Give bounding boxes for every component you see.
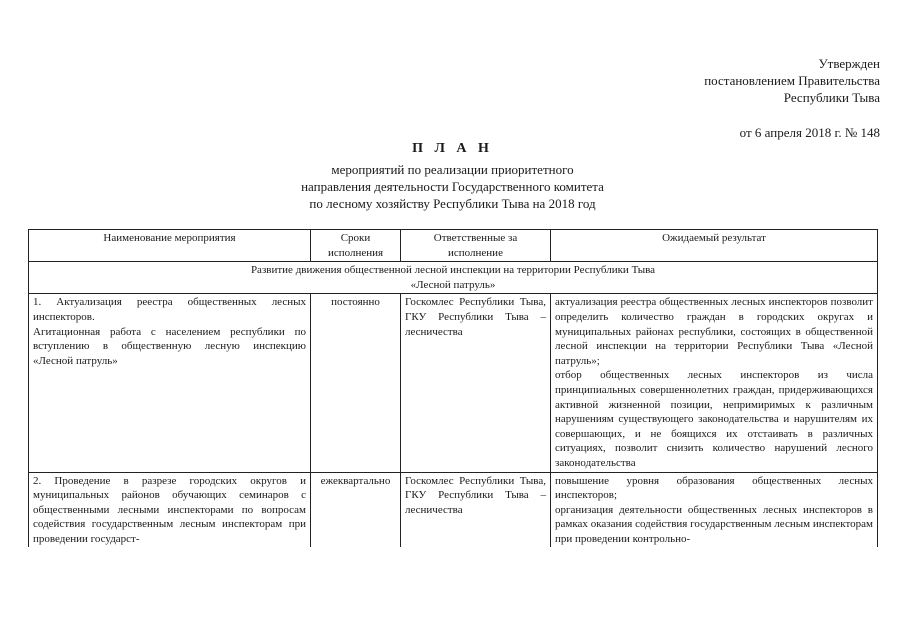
row-2-responsible: Госкомлес Республики Тыва, ГКУ Республики Тыва – лесничества <box>401 472 551 547</box>
subtitle-line-1: мероприятий по реализации приоритетного <box>331 162 574 177</box>
section-title <box>29 262 878 294</box>
header-result: Ожидаемый результат <box>551 230 878 262</box>
row-1-name-part-1: 1. Актуализация реестра общественных лесных инспекторов. <box>33 296 306 323</box>
section-row <box>29 262 878 294</box>
header-name: Наименование мероприятия <box>29 230 311 262</box>
plan-table <box>28 229 878 547</box>
row-1-result-part-2: отбор общественных лесных инспекторов из числа принципиальных совершеннолетних граждан, придерживающихся активной жизненной позиции, непримиримых к различным нарушениям существующего законодательства и нарушителям их совершающих, и не боящихся их отстаивать в различных ситуациях, позволит снизить количество нарушений лесного законодательства <box>555 369 873 469</box>
row-2-result-part-2: организация деятельности общественных лесных инспекторов в рамках оказания содействия государственным лесным инспекторам при проведении контрольно- <box>555 503 873 545</box>
approval-block <box>640 55 880 141</box>
document-title: П Л А Н <box>412 141 493 156</box>
row-2-name: 2. Проведение в разрезе городских округов и муниципальных районов обучающих семинаров с общественными лесными инспекторами по вопросам содействия государственным лесным инспекторам при проведении государст- <box>29 472 311 547</box>
approval-line-3: Республики Тыва <box>783 90 880 105</box>
row-2-result-part-1: повышение уровня образования общественных лесных инспекторов; <box>555 474 873 502</box>
row-1-name <box>29 294 311 472</box>
table-row <box>29 472 878 547</box>
header-responsible: Ответственные за исполнение <box>401 230 551 262</box>
subtitle-line-3: по лесному хозяйству Республики Тыва на 2018 год <box>309 196 596 211</box>
header-deadline: Сроки исполнения <box>311 230 401 262</box>
approval-date: от 6 апреля 2018 г. № 148 <box>739 125 880 140</box>
section-title-line-2: «Лесной патруль» <box>410 278 496 291</box>
row-1-result-part-1: актуализация реестра общественных лесных инспекторов позволит определить количество граждан в городских округах и муниципальных районах республики, состоящих в общественной лесной инспекции на территории Республики Тыва «Лесной патруль»; <box>555 296 873 367</box>
approval-line-1: Утвержден <box>818 56 880 71</box>
row-1-name-part-2: Агитационная работа с населением республики по вступлению в общественную лесную инспекцию «Лесной патруль» <box>33 325 306 367</box>
table-header-row <box>29 230 878 262</box>
approval-line-2: постановлением Правительства <box>704 73 880 88</box>
document-subtitle <box>0 161 905 212</box>
row-1-deadline: постоянно <box>311 294 401 472</box>
section-title-line-1: Развитие движения общественной лесной инспекции на территории Республики Тыва <box>250 264 656 277</box>
row-1-result <box>551 294 878 472</box>
row-2-result <box>551 472 878 547</box>
row-2-deadline: ежеквартально <box>311 472 401 547</box>
row-1-responsible: Госкомлес Республики Тыва, ГКУ Республики Тыва – лесничества <box>401 294 551 472</box>
subtitle-line-2: направления деятельности Государственного комитета <box>301 179 604 194</box>
table-row <box>29 294 878 472</box>
